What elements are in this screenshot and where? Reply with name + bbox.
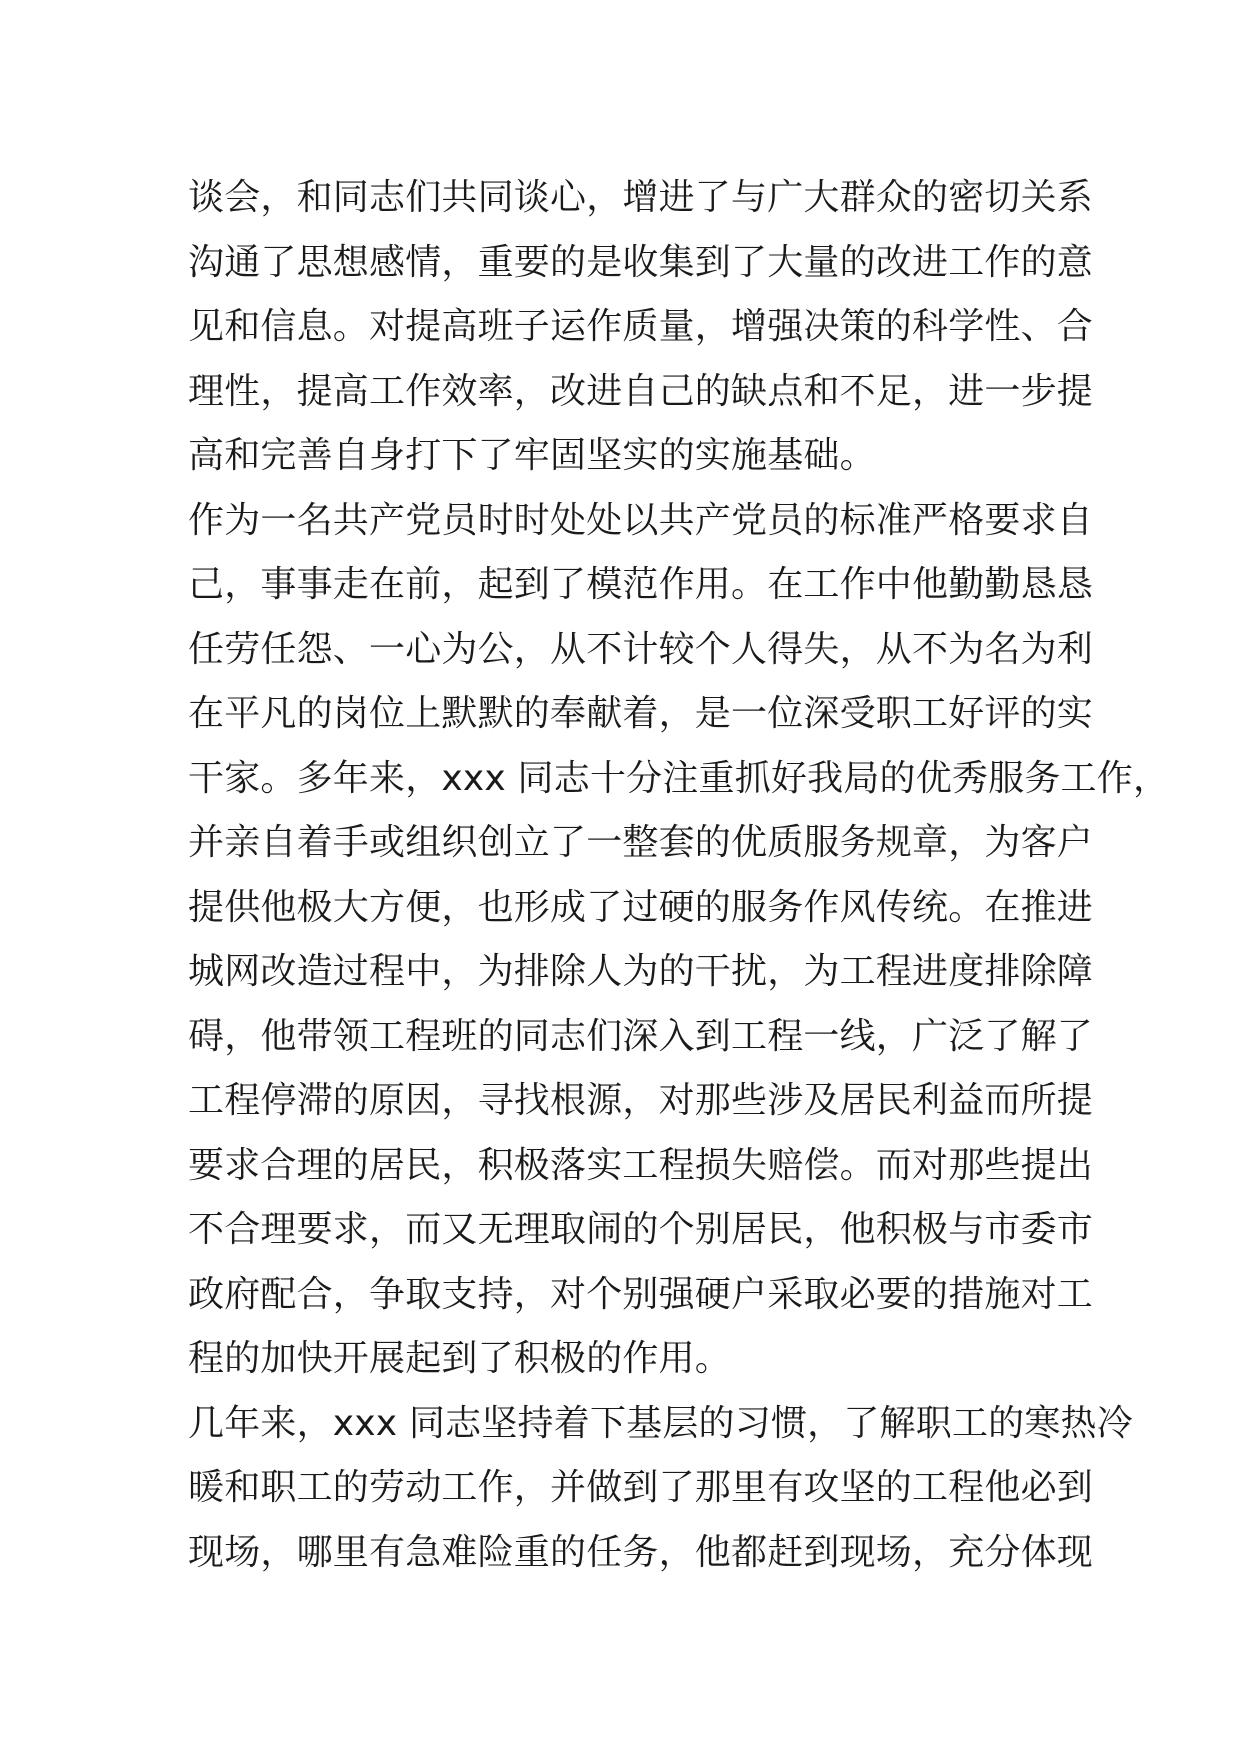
- text-line: 城网改造过程中，为排除人为的干扰，为工程进度排除障: [188, 951, 1094, 992]
- text-line: 提供他极大方便，也形成了过硬的服务作风传统。在推进: [188, 886, 1094, 928]
- text-line: 己，事事走在前，起到了模范作用。在工作中他勤勤恳恳: [188, 564, 1094, 605]
- text-line: 干家。多年来，xxx 同志十分注重抓好我局的优秀服务工作，: [188, 757, 1170, 799]
- text-line: 作为一名共产党员时时处处以共产党员的标准严格要求自: [188, 499, 1094, 541]
- text-line: 不合理要求，而又无理取闹的个别居民，他积极与市委市: [188, 1209, 1094, 1250]
- text-line: 程的加快开展起到了积极的作用。: [188, 1338, 732, 1379]
- text-line: 见和信息。对提高班子运作质量，增强决策的科学性、合: [188, 306, 1094, 347]
- text-line: 谈会，和同志们共同谈心，增进了与广大群众的密切关系: [188, 177, 1094, 218]
- document-body: [188, 166, 1170, 1585]
- text-line: 要求合理的居民，积极落实工程损失赔偿。而对那些提出: [188, 1144, 1094, 1186]
- text-line: 碍，他带领工程班的同志们深入到工程一线，广泛了解了: [188, 1015, 1094, 1057]
- text-line: 几年来，xxx 同志坚持着下基层的习惯，了解职工的寒热冷: [188, 1402, 1133, 1444]
- text-line: 政府配合，争取支持，对个别强硬户采取必要的措施对工: [188, 1273, 1094, 1315]
- text-line: 并亲自着手或组织创立了一整套的优质服务规章，为客户: [188, 822, 1094, 863]
- text-line: 在平凡的岗位上默默的奉献着，是一位深受职工好评的实: [188, 693, 1094, 734]
- text-line: 任劳任怨、一心为公，从不计较个人得失，从不为名为利: [188, 628, 1094, 670]
- text-line: 工程停滞的原因，寻找根源，对那些涉及居民利益而所提: [188, 1080, 1094, 1121]
- text-line: 理性，提高工作效率，改进自己的缺点和不足，进一步提: [188, 370, 1094, 412]
- text-line: 现场，哪里有急难险重的任务，他都赶到现场，充分体现: [188, 1531, 1094, 1573]
- text-line: 沟通了思想感情，重要的是收集到了大量的改进工作的意: [188, 241, 1094, 283]
- text-line: 暖和职工的劳动工作，并做到了那里有攻坚的工程他必到: [188, 1467, 1094, 1508]
- text-line: 高和完善自身打下了牢固坚实的实施基础。: [188, 435, 876, 476]
